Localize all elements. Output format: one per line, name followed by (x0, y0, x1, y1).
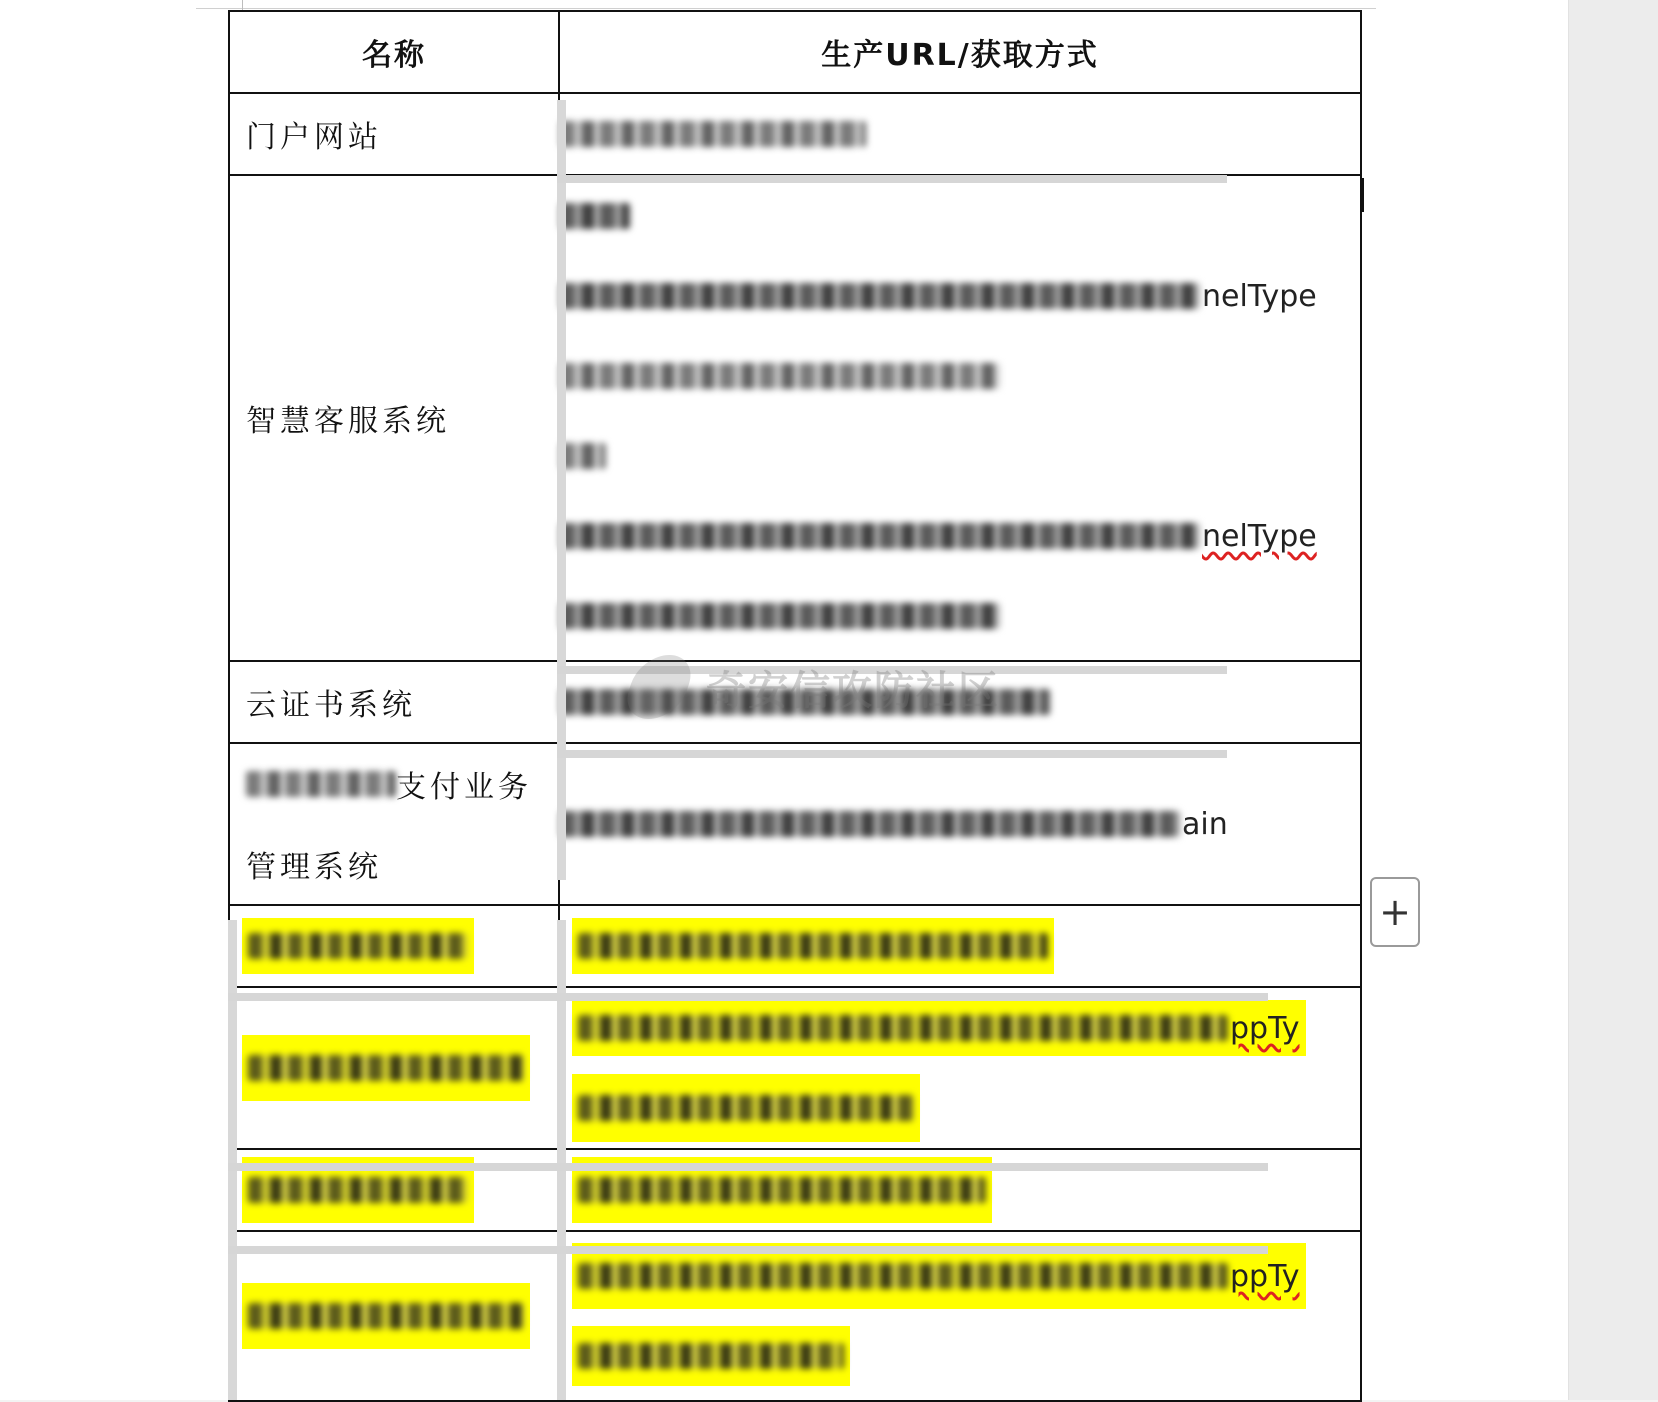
redacted-url (578, 933, 1048, 959)
row-name: 门户网站 (246, 120, 382, 155)
redacted-url (578, 1015, 1228, 1041)
redacted-url (560, 523, 1200, 549)
redacted-name (248, 1303, 524, 1329)
highlight-url (572, 1326, 850, 1386)
watermark-text: 奇安信攻防社区 (706, 667, 1000, 714)
redacted-url (560, 283, 1200, 309)
redacted-url (560, 121, 866, 147)
table-header-row (229, 11, 1361, 93)
row-name: 云证书系统 (246, 688, 416, 723)
table-row (229, 1231, 1361, 1401)
selection-bar (557, 750, 1227, 758)
redacted-url (560, 603, 1000, 629)
redacted-prefix (246, 771, 396, 797)
redacted-name (248, 1177, 468, 1203)
table-row (229, 1149, 1361, 1231)
highlight-name (242, 1035, 530, 1101)
selection-bar (228, 1163, 1268, 1171)
table-row (229, 743, 1361, 905)
table-row (229, 175, 1361, 661)
selection-bar (228, 1246, 1268, 1254)
redacted-name (248, 933, 468, 959)
redacted-url (560, 811, 1180, 837)
redacted-url (578, 1343, 844, 1369)
row-name-line1: 支付业务 (396, 770, 532, 805)
url-tail: ain (1182, 806, 1228, 842)
highlight-url (572, 1074, 920, 1142)
table-row (229, 905, 1361, 987)
url-tail: nelType (1202, 278, 1317, 314)
top-rule (196, 8, 1376, 9)
watermark-logo-icon (620, 655, 699, 719)
right-panel (1568, 0, 1658, 1400)
watermark (630, 655, 1000, 719)
table-row (229, 987, 1361, 1149)
url-tail: ppTy (1230, 1258, 1300, 1294)
text-cursor (1360, 178, 1364, 212)
highlight-name (242, 1283, 530, 1349)
row-name: 智慧客服系统 (246, 404, 450, 439)
redacted-name (248, 1055, 524, 1081)
url-tail: nelType (1202, 518, 1317, 554)
add-row-button[interactable]: + (1370, 877, 1420, 947)
url-tail: ppTy (1230, 1010, 1300, 1046)
table-row (229, 93, 1361, 175)
highlight-url (572, 918, 1054, 974)
selection-gutter (228, 920, 237, 1400)
redacted-label (560, 203, 630, 229)
highlight-url (572, 1000, 1306, 1056)
header-url: 生产URL/获取方式 (559, 11, 1361, 93)
redacted-label (560, 443, 606, 469)
redacted-url (578, 1177, 986, 1203)
top-tick (242, 0, 243, 10)
redacted-url (560, 363, 1000, 389)
redacted-url (578, 1263, 1228, 1289)
selection-bar (557, 175, 1227, 183)
row-name-line2: 管理系统 (246, 850, 382, 885)
redacted-url (578, 1095, 914, 1121)
header-name: 名称 (229, 11, 559, 93)
selection-gutter (557, 100, 566, 880)
selection-bar (228, 993, 1268, 1001)
highlight-name (242, 918, 474, 974)
selection-gutter (557, 920, 566, 1400)
